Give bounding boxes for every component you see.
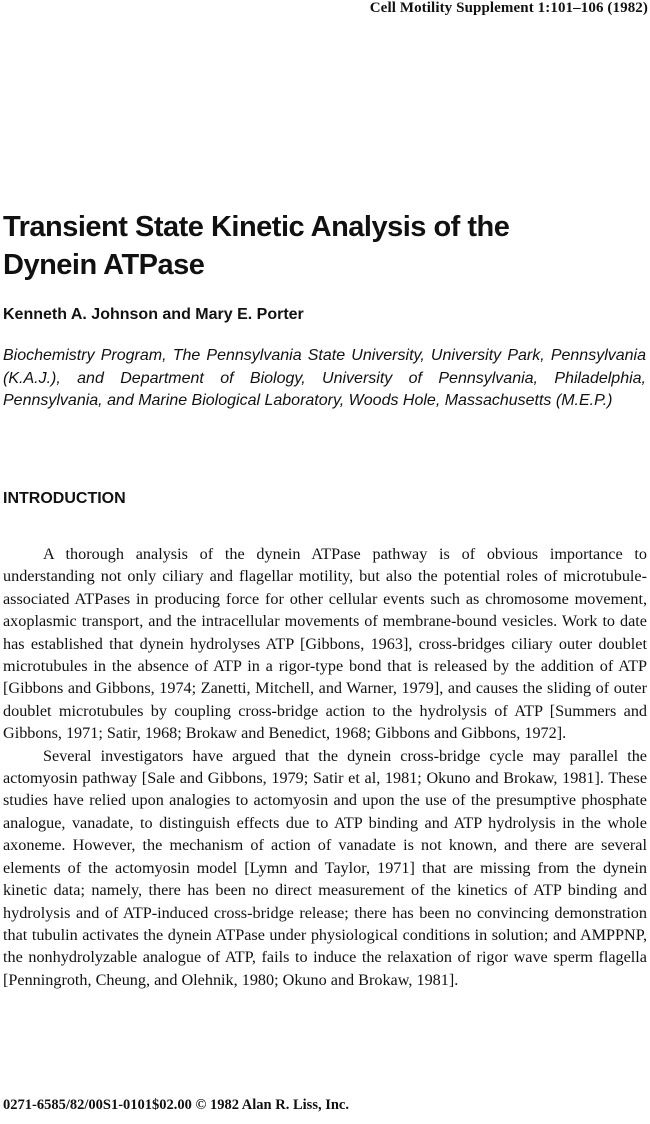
section-heading-introduction: INTRODUCTION [3,490,126,507]
running-header: Cell Motility Supplement 1:101–106 (1982) [369,0,648,16]
body-paragraph: A thorough analysis of the dynein ATPase pathway is of obvious importance to understanding not only ciliary and flagellar motility, but also the potential roles of microtubule-associated ATPases in producing force for other cellular events such as chromosome movement, axoplasmic transport, and the intracellular movements of membrane-bound vesicles. Work to date has established that dynein hydrolyses ATP [Gibbons, 1963], cross-bridges ciliary outer doublet microtubules in the absence of ATP in a rigor-type bond that is released by the addition of ATP [Gibbons and Gibbons, 1974; Zanetti, Mitchell, and Warner, 1979], and causes the sliding of outer doublet microtubules by coupling cross-bridge action to the hydrolysis of ATP [Summers and Gibbons, 1971; Satir, 1968; Brokaw and Benedict, 1968; Gibbons and Gibbons, 1972]. [3,545,647,743]
copyright-footer: 0271-6585/82/00S1-0101$02.00 © 1982 Alan R. Liss, Inc. [3,1097,349,1113]
author-affiliation: Biochemistry Program, The Pennsylvania State University, University Park, Pennsylvania (K.A.J.), and Department of Biology, University of Pennsylvania, Philadelphia, Pennsylvania, and Marine Biological Laboratory, Woods Hole, Massachusetts (M.E.P.) [3,347,646,409]
introduction-body [3,543,647,991]
article-title: Transient State Kinetic Analysis of the Dynein ATPase [3,211,510,281]
body-paragraph: Several investigators have argued that the dynein cross-bridge cycle may parallel the actomyosin pathway [Sale and Gibbons, 1979; Satir et al, 1981; Okuno and Brokaw, 1981]. These studies have relied upon analogies to actomyosin and upon the use of the presumptive phosphate analogue, vanadate, to distinguish effects due to ATP binding and ATP hydrolysis in the whole axoneme. However, the mechanism of action of vanadate is not known, and there are several elements of the actomyosin model [Lymn and Taylor, 1971] that are missing from the dynein kinetic data; namely, there has been no direct measurement of the kinetics of ATP binding and hydrolysis and of ATP-induced cross-bridge release; there has been no convincing demonstration that tubulin activates the dynein ATPase under physiological conditions in solution; and AMPPNP, the nonhydrolyzable analogue of ATP, fails to induce the relaxation of rigor wave sperm flagella [Penningroth, Cheung, and Olehnik, 1980; Okuno and Brokaw, 1981]. [3,746,647,989]
author-list: Kenneth A. Johnson and Mary E. Porter [3,306,304,323]
